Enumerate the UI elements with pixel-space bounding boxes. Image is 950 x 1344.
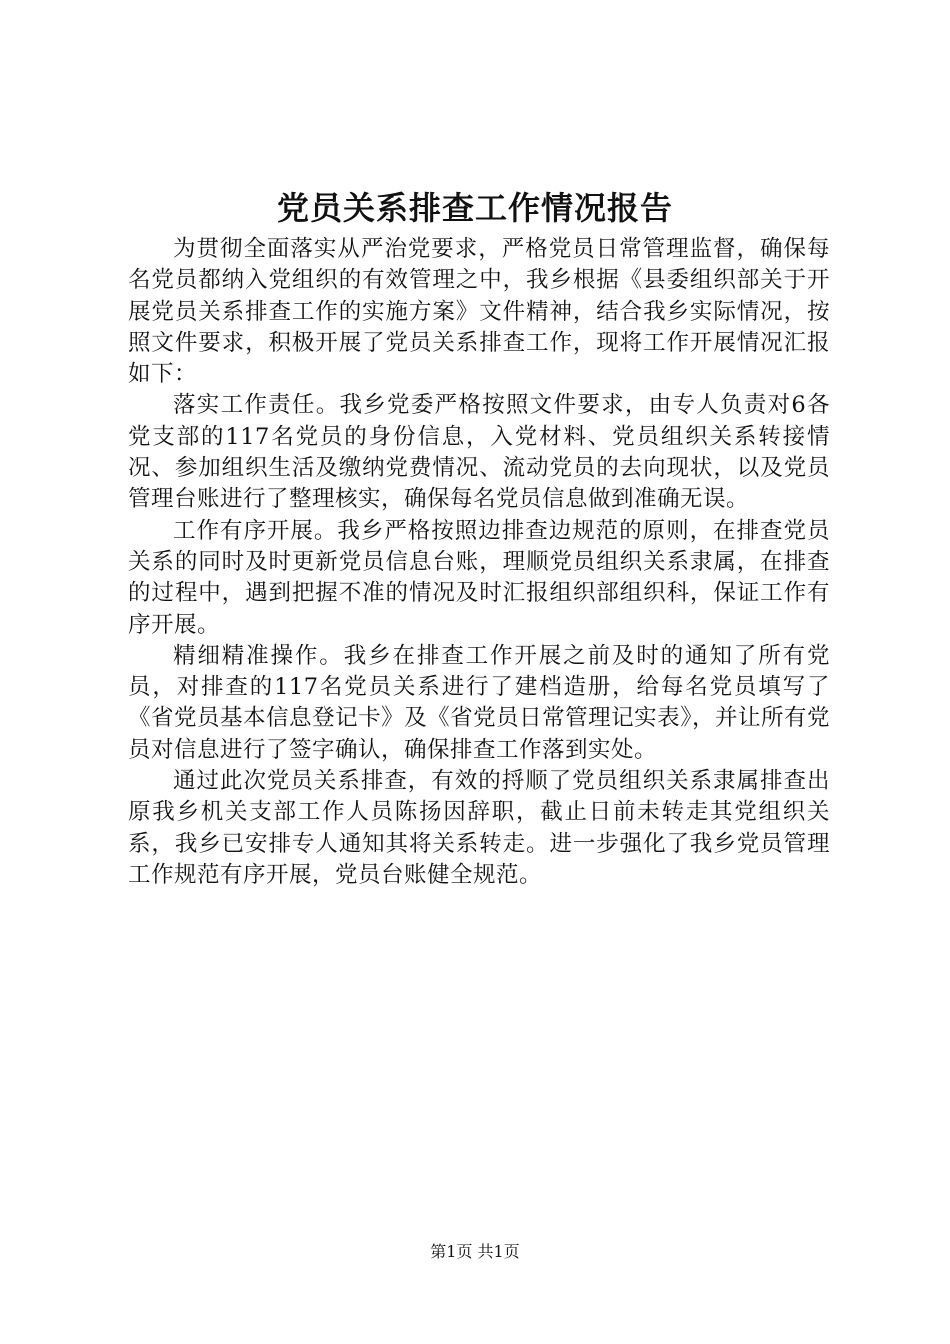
document-body [128,234,830,891]
paragraph-responsibility: 落实工作责任。我乡党委严格按照文件要求，由专人负责对6各党支部的117名党员的身份信息，入党材料、党员组织关系转接情况、参加组织生活及缴纳党费情况、流动党员的去向现状，以及党员管理台账进行了整理核实，确保每名党员信息做到准确无误。 [128,392,830,513]
paragraph-orderly-work: 工作有序开展。我乡严格按照边排查边规范的原则，在排查党员关系的同时及时更新党员信息台账，理顺党员组织关系隶属，在排查的过程中，遇到把握不准的情况及时汇报组织部组织科，保证工作有序开展。 [128,517,830,638]
paragraph-intro: 为贯彻全面落实从严治党要求，严格党员日常管理监督，确保每名党员都纳入党组织的有效管理之中，我乡根据《县委组织部关于开展党员关系排查工作的实施方案》文件精神，结合我乡实际情况，按照文件要求，积极开展了党员关系排查工作，现将工作开展情况汇报如下： [128,236,830,388]
document-title: 党员关系排查工作情况报告 [276,189,673,227]
paragraph-conclusion: 通过此次党员关系排查，有效的捋顺了党员组织关系隶属排查出原我乡机关支部工作人员陈扬因辞职，截止日前未转走其党组织关系，我乡已安排专人通知其将关系转走。进一步强化了我乡党员管理工作规范有序开展，党员台账健全规范。 [128,768,830,888]
page-footer: 第1页 共1页 [430,1242,520,1261]
paragraph-precise-operation: 精细精准操作。我乡在排查工作开展之前及时的通知了所有党员，对排查的117名党员关系进行了建档造册，给每名党员填写了《省党员基本信息登记卡》及《省党员日常管理记实表》，并让所有党员对信息进行了签字确认，确保排查工作落到实处。 [128,642,830,763]
